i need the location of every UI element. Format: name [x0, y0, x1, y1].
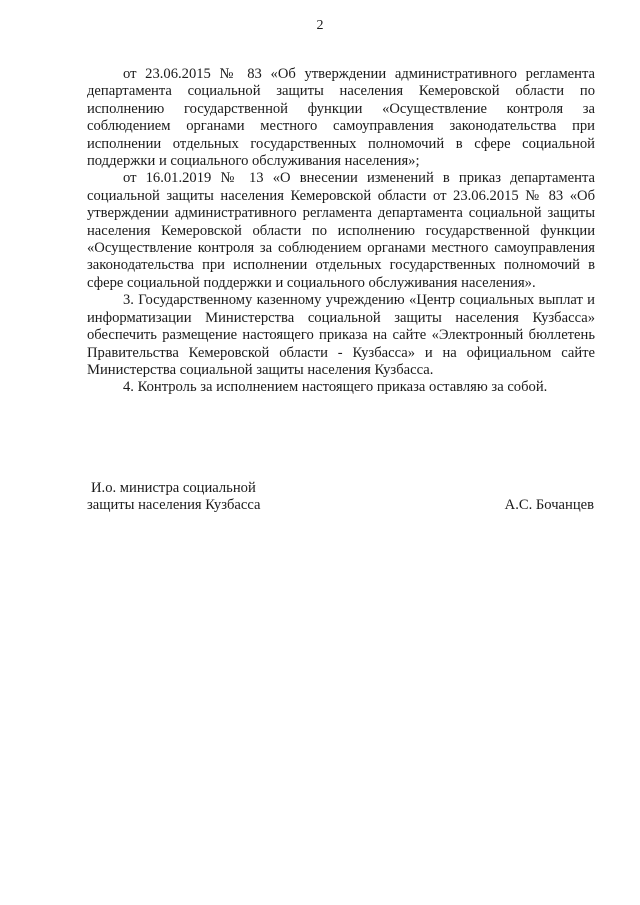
- signatory-position-line2: защиты населения Кузбасса: [87, 497, 261, 514]
- signatory-position-line1: И.о. министра социальной: [91, 480, 256, 496]
- signature-block: [0, 480, 640, 520]
- signatory-position: [87, 480, 307, 515]
- paragraph-order-83: от 23.06.2015 № 83 «Об утверждении административного регламента департамента социальной защиты населения Кемеровской области по исполнению государственной функции «Осуществление контроля за соблюдением органами местного самоуправления законодательства при исполнении отдельных государственных полномочий в сфере социальной поддержки и социального обслуживания населения»;: [87, 66, 595, 170]
- document-body: [87, 66, 595, 397]
- signatory-name: А.С. Бочанцев: [504, 497, 594, 514]
- paragraph-order-13: от 16.01.2019 № 13 «О внесении изменений в приказ департамента социальной защиты населения Кемеровской области от 23.06.2015 № 83 «Об утверждении административного регламента департамента социальной защиты населения Кемеровской области по исполнению государственной функции «Осуществление контроля за соблюдением органами местного самоуправления законодательства при исполнении отдельных государственных полномочий в сфере социальной поддержки и социального обслуживания населения».: [87, 170, 595, 291]
- page-number: 2: [316, 18, 324, 33]
- paragraph-item-3: 3. Государственному казенному учреждению «Центр социальных выплат и информатизации Министерства социальной защиты населения Кузбасса» обеспечить размещение настоящего приказа на сайте «Электронный бюллетень Правительства Кемеровской области - Кузбасса» и на официальном сайте Министерства социальной защиты населения Кузбасса.: [87, 292, 595, 378]
- paragraph-item-4: 4. Контроль за исполнением настоящего приказа оставляю за собой.: [123, 379, 548, 396]
